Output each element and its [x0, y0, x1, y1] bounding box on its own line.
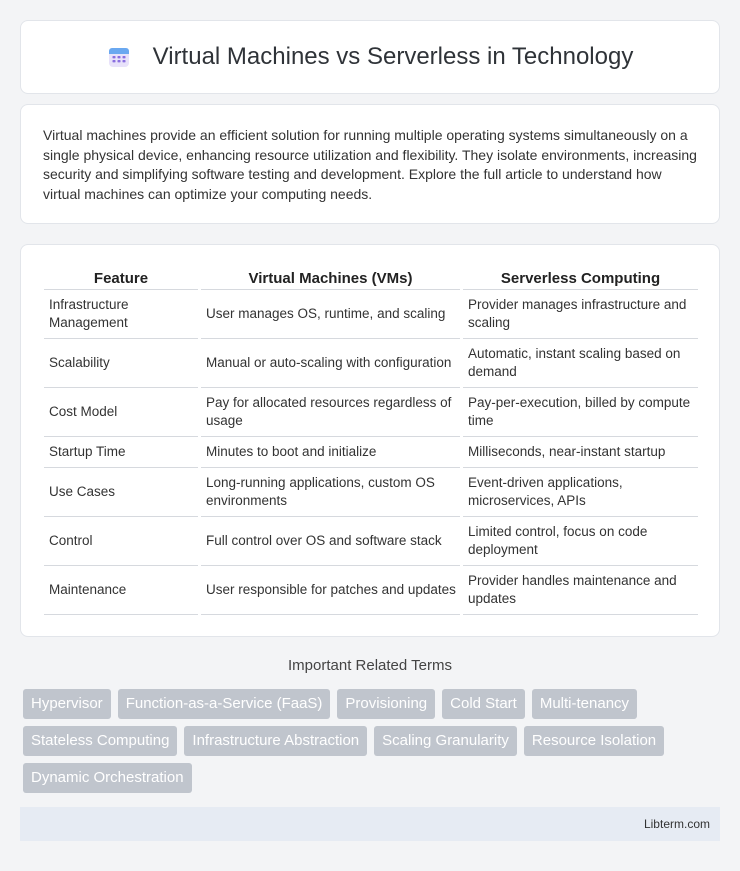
- table-cell: Startup Time: [44, 437, 198, 468]
- table-cell: User manages OS, runtime, and scaling: [201, 290, 460, 339]
- table-cell: Scalability: [44, 339, 198, 388]
- header-card: [20, 20, 720, 94]
- table-row: [44, 290, 698, 339]
- footer: [20, 807, 720, 841]
- table-cell: Automatic, instant scaling based on demand: [463, 339, 698, 388]
- table-cell: Provider handles maintenance and updates: [463, 566, 698, 615]
- intro-card: [20, 104, 720, 224]
- table-row: [44, 566, 698, 615]
- table-row: [44, 437, 698, 468]
- term-tag-dynamic-orchestration[interactable]: Dynamic Orchestration: [23, 763, 192, 793]
- related-terms-list: [23, 689, 723, 793]
- calendar-icon: [107, 45, 131, 69]
- table-row: [44, 468, 698, 517]
- table-row: [44, 517, 698, 566]
- table-cell: Control: [44, 517, 198, 566]
- table-cell: Full control over OS and software stack: [201, 517, 460, 566]
- table-cell: Pay for allocated resources regardless of usage: [201, 388, 460, 437]
- term-tag-faas[interactable]: Function-as-a-Service (FaaS): [118, 689, 331, 719]
- term-tag-cold-start[interactable]: Cold Start: [442, 689, 525, 719]
- footer-site-link[interactable]: Libterm.com: [643, 817, 710, 831]
- term-tag-multi-tenancy[interactable]: Multi-tenancy: [532, 689, 637, 719]
- intro-text: Virtual machines provide an efficient solution for running multiple operating systems simultaneously on a single physical device, enhancing resource utilization and flexibility. They isolate environments, increasing security and simplifying software testing and development. Explore the full article to understand how virtual machines can optimize your computing needs.: [43, 127, 697, 202]
- table-row: [44, 339, 698, 388]
- term-tag-provisioning[interactable]: Provisioning: [337, 689, 435, 719]
- table-cell: User responsible for patches and updates: [201, 566, 460, 615]
- table-cell: Provider manages infrastructure and scaling: [463, 290, 698, 339]
- table-cell: Limited control, focus on code deployment: [463, 517, 698, 566]
- table-cell: Maintenance: [44, 566, 198, 615]
- table-cell: Use Cases: [44, 468, 198, 517]
- table-cell: Infrastructure Management: [44, 290, 198, 339]
- term-tag-hypervisor[interactable]: Hypervisor: [23, 689, 111, 719]
- table-cell: Long-running applications, custom OS environments: [201, 468, 460, 517]
- column-header-vms: Virtual Machines (VMs): [201, 264, 460, 290]
- table-cell: Event-driven applications, microservices, APIs: [463, 468, 698, 517]
- column-header-serverless: Serverless Computing: [463, 264, 698, 290]
- term-tag-infrastructure-abstraction[interactable]: Infrastructure Abstraction: [184, 726, 367, 756]
- related-terms-title: Important Related Terms: [288, 657, 452, 674]
- term-tag-scaling-granularity[interactable]: Scaling Granularity: [374, 726, 517, 756]
- table-cell: Milliseconds, near-instant startup: [463, 437, 698, 468]
- comparison-table: [41, 264, 701, 615]
- page-title: Virtual Machines vs Serverless in Technology: [152, 43, 634, 70]
- table-header-row: [44, 264, 698, 290]
- table-cell: Manual or auto-scaling with configuration: [201, 339, 460, 388]
- term-tag-stateless-computing[interactable]: Stateless Computing: [23, 726, 177, 756]
- term-tag-resource-isolation[interactable]: Resource Isolation: [524, 726, 664, 756]
- table-cell: Minutes to boot and initialize: [201, 437, 460, 468]
- table-cell: Cost Model: [44, 388, 198, 437]
- table-cell: Pay-per-execution, billed by compute time: [463, 388, 698, 437]
- comparison-table-card: [20, 244, 720, 637]
- column-header-feature: Feature: [44, 264, 198, 290]
- table-row: [44, 388, 698, 437]
